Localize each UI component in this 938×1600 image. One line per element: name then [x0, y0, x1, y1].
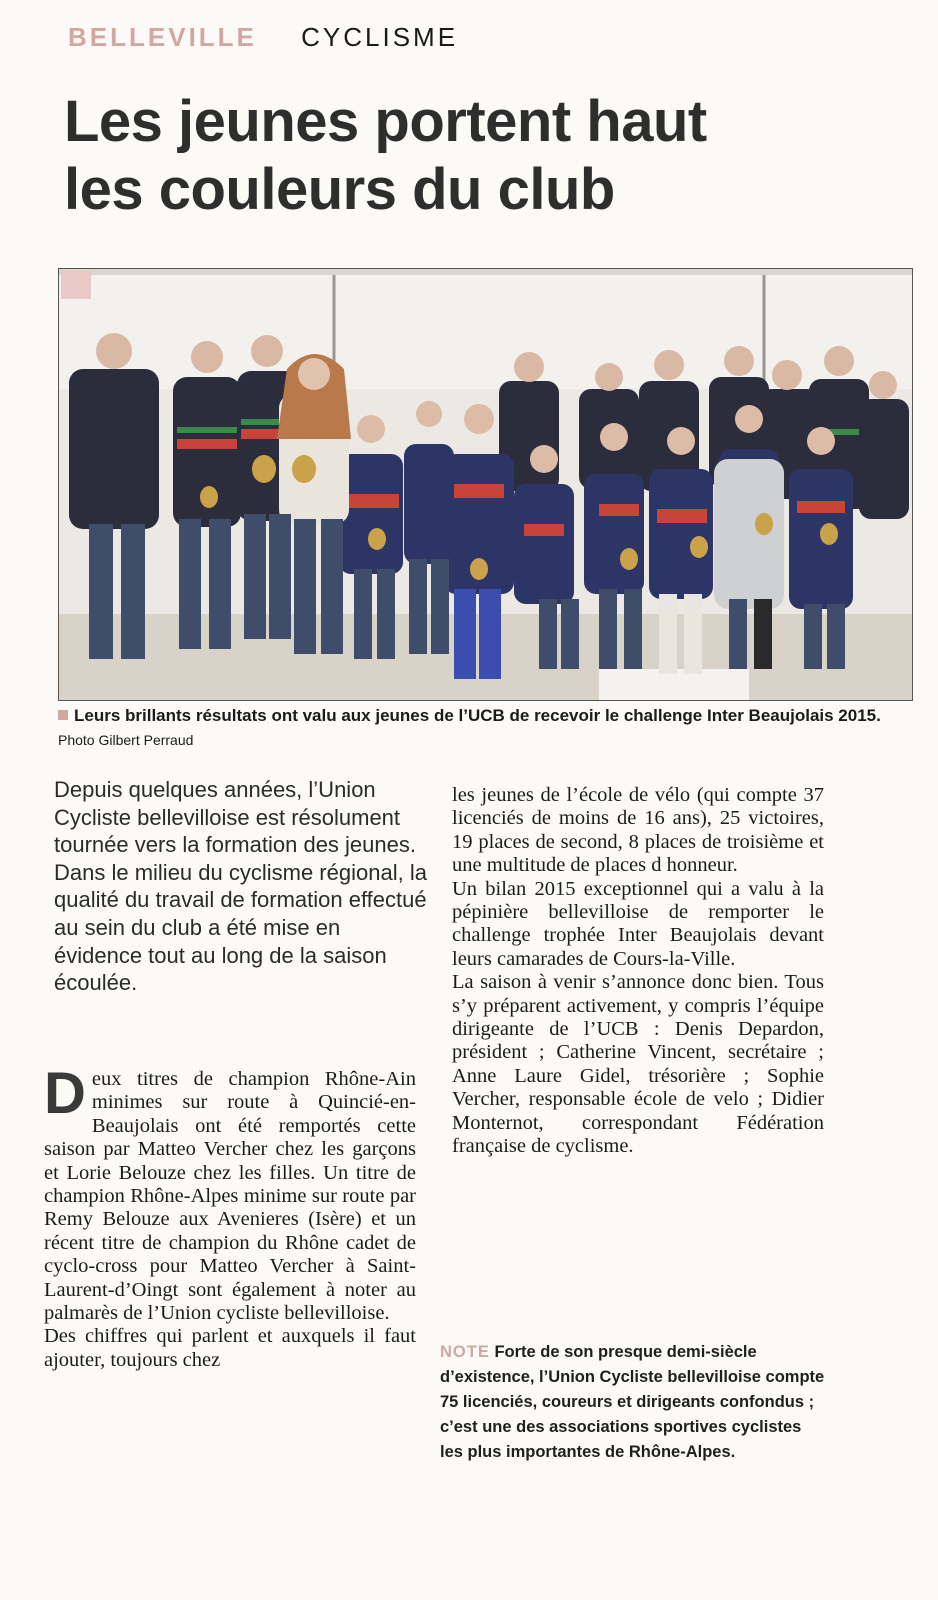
body-paragraph-1 [44, 1061, 416, 1325]
team-photo [58, 268, 913, 701]
drop-cap: D [44, 1061, 86, 1126]
body-paragraph-2-end: les jeunes de l’école de vélo (qui compte 37 licenciés de moins de 16 ans), 25 victoires, 19 places de second, 8 places de troisième et une multitude de places d honneur. [452, 784, 824, 877]
caption-bullet-icon [58, 710, 68, 720]
article-headline [64, 88, 904, 224]
body-paragraph-3: Un bilan 2015 exceptionnel qui a valu à la pépinière bellevilloise de remporter le challenge trophée Inter Beaujolais devant leurs camarades de Cours-la-Ville. [452, 877, 824, 970]
body-paragraph-4: La saison à venir s’annonce donc bien. Tous s’y préparent activement, y compris l’équipe dirigeante de l’UCB : Denis Depardon, président ; Catherine Vincent, secrétaire ; Anne Laure Gidel, trésorière ; Sophie Vercher, responsable école de velo ; Didier Monternot, correspondant Fédération française de cyclisme. [452, 971, 824, 1158]
article-column-2 [452, 784, 824, 1159]
note-box [440, 1340, 825, 1465]
photo-credit: Photo Gilbert Perraud [58, 732, 194, 748]
team-photo-illustration [59, 269, 912, 700]
body-paragraph-2-start: Des chiffres qui parlent et auxquels il faut ajouter, toujours chez [44, 1325, 416, 1371]
caption-text: Leurs brillants résultats ont valu aux jeunes de l’UCB de recevoir le challenge Inter Beaujolais 2015. [74, 706, 881, 725]
photo-caption [58, 704, 918, 752]
article-column-1 [44, 1061, 416, 1372]
header-section: CYCLISME [301, 22, 459, 52]
header-place: BELLEVILLE [68, 22, 257, 52]
headline-line-1: Les jeunes portent haut [64, 89, 707, 154]
header-kicker [68, 22, 458, 53]
headline-line-2: les couleurs du club [64, 157, 615, 222]
note-tag: NOTE [440, 1343, 490, 1361]
body-paragraph-1-text: eux titres de champion Rhône-Ain minimes sur route à Quincié-en-Beaujolais ont été remportés cette saison par Matteo Vercher chez les garçons et Lorie Belouze chez les filles. Un titre de champion Rhône-Alpes minime sur route par Remy Belouze aux Avenieres (Isère) et un récent titre de champion du Rhône cadet de cyclo-cross pour Matteo Vercher à Saint-Laurent-d’Oingt sont également à noter au palmarès de l’Union cycliste bellevilloise. [44, 1068, 416, 1325]
note-text: Forte de son presque demi-siècle d’existence, l’Union Cycliste bellevilloise compte 75 licenciés, coureurs et dirigeants confondus ; c’est une des associations sportives cyclistes les plus importantes de Rhône-Alpes. [440, 1343, 825, 1461]
article-lead: Depuis quelques années, l’Union Cycliste bellevilloise est résolument tournée vers la formation des jeunes. Dans le milieu du cyclisme régional, la qualité du travail de formation effectué au sein du club a été mise en évidence tout au long de la saison écoulée. [54, 777, 427, 996]
